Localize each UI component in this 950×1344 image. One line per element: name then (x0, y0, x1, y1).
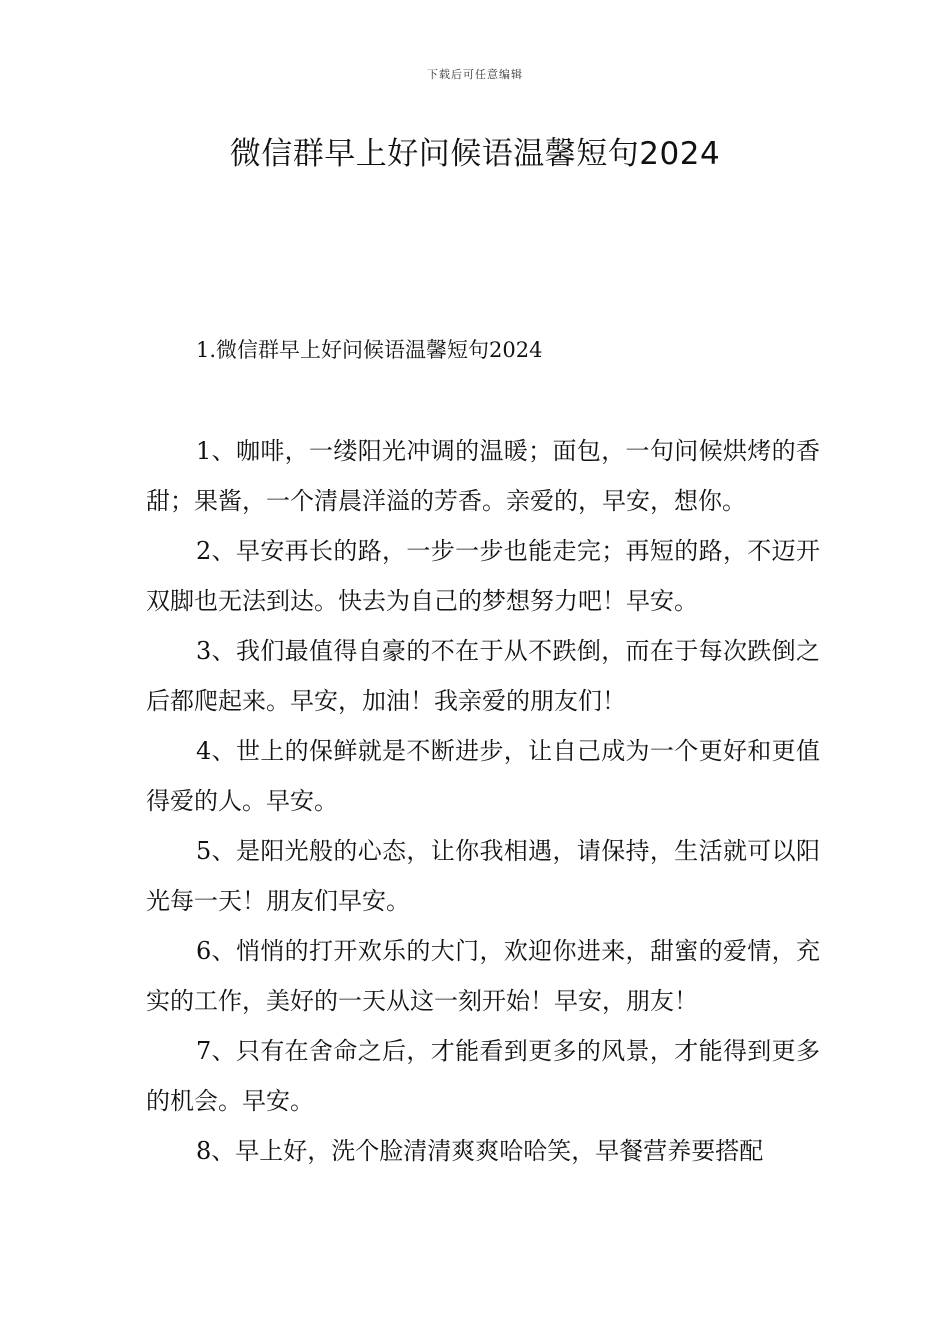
paragraph-2: 2、早安再长的路，一步一步也能走完；再短的路，不迈开双脚也无法到达。快去为自己的梦想努力吧！早安。 (146, 537, 820, 615)
paragraph-3: 3、我们最值得自豪的不在于从不跌倒，而在于每次跌倒之后都爬起来。早安，加油！我亲爱的朋友们！ (146, 637, 820, 715)
document-title: 微信群早上好问候语温馨短句2024 (229, 136, 721, 172)
paragraph-1: 1、咖啡，一缕阳光冲调的温暖；面包，一句问候烘烤的香甜；果酱，一个清晨洋溢的芳香。亲爱的，早安，想你。 (146, 437, 820, 515)
paragraph-8: 8、早上好，洗个脸清清爽爽哈哈笑，早餐营养要搭配 (196, 1137, 764, 1165)
section-heading: 1.微信群早上好问候语温馨短句2024 (196, 338, 543, 362)
paragraph-4: 4、世上的保鲜就是不断进步，让自己成为一个更好和更值得爱的人。早安。 (146, 737, 820, 815)
header-note: 下载后可任意编辑 (427, 68, 523, 81)
paragraph-6: 6、悄悄的打开欢乐的大门，欢迎你进来，甜蜜的爱情，充实的工作，美好的一天从这一刻开始！早安，朋友！ (146, 937, 820, 1015)
paragraph-7: 7、只有在舍命之后，才能看到更多的风景，才能得到更多的机会。早安。 (146, 1037, 820, 1115)
paragraph-5: 5、是阳光般的心态，让你我相遇，请保持，生活就可以阳光每一天！朋友们早安。 (146, 837, 820, 915)
body-text (146, 426, 820, 1176)
